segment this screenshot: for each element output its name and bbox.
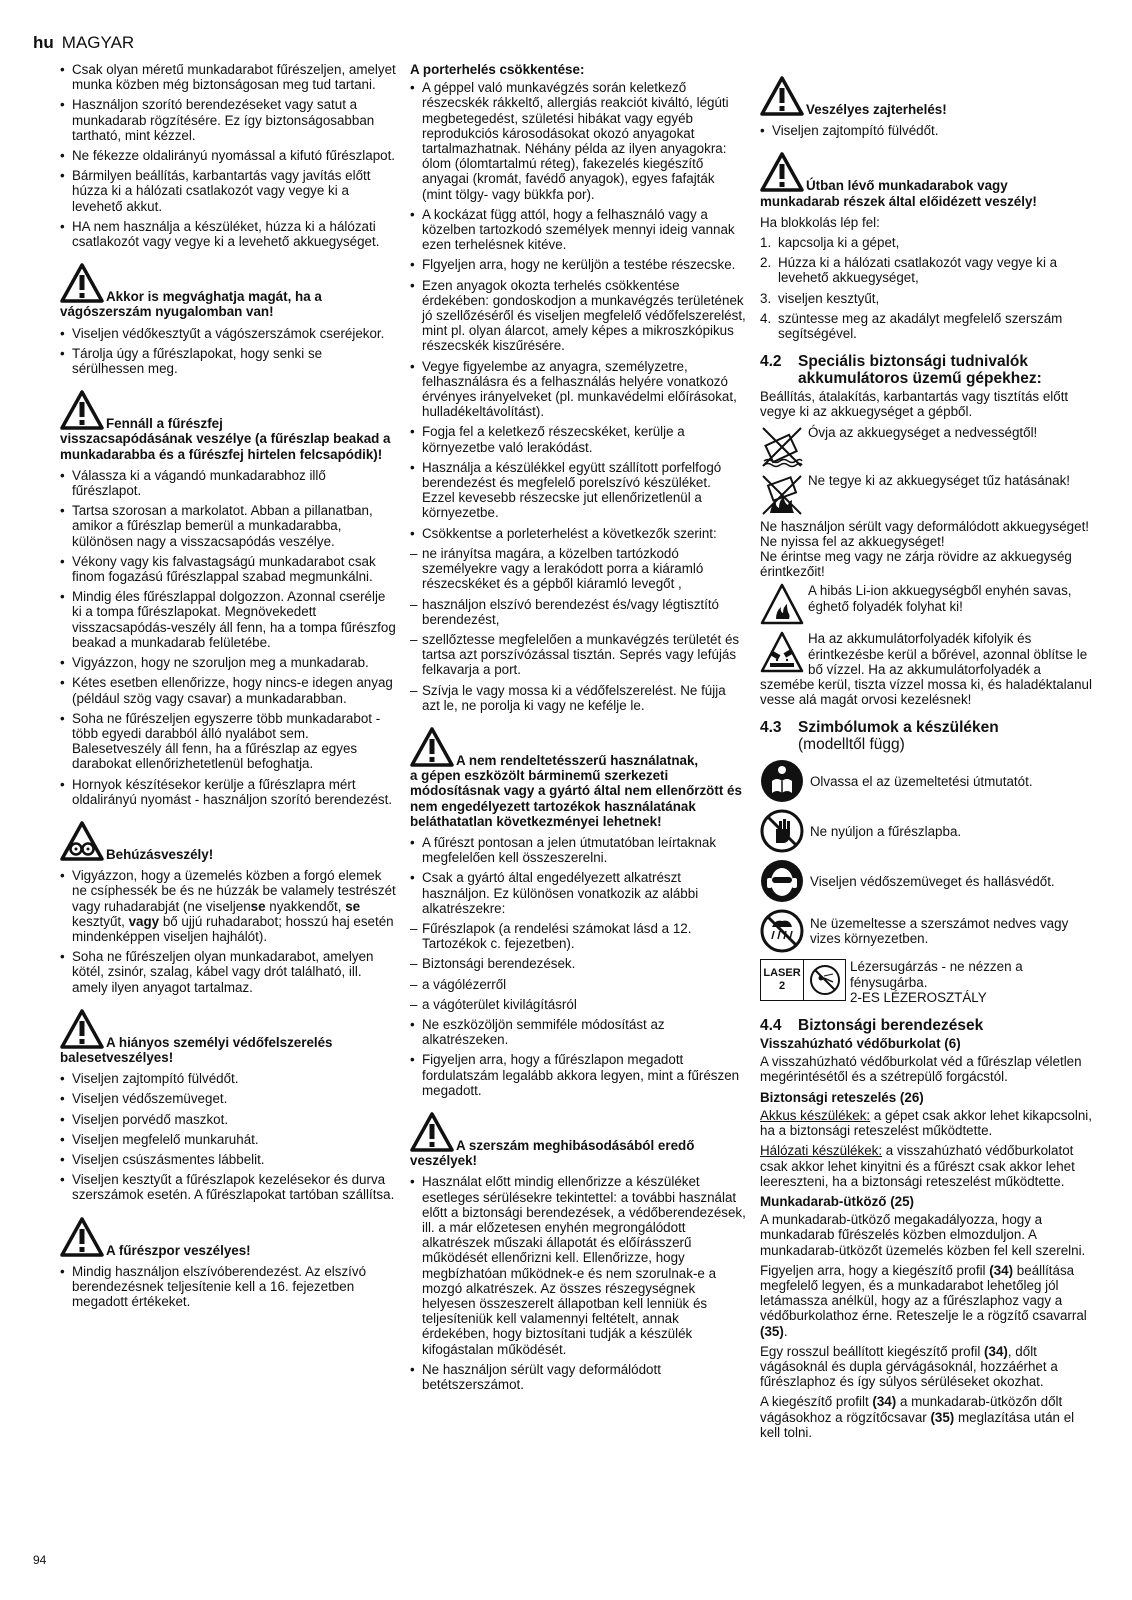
warning-title: A szerszám meghibásodásából eredő xyxy=(456,1137,695,1153)
section-heading-4-2 xyxy=(760,353,1096,387)
symbol-row xyxy=(760,859,1096,903)
list-item: • Soha ne fűrészeljen olyan munkadarabot, amelyen kötél, zsinór, szalag, kábel vagy drót található, ill. amely ilyen anyagot tartalmaz. xyxy=(60,949,396,995)
laser-class-label xyxy=(761,960,804,1000)
underlined-run: Hálózati készülékek: xyxy=(760,1143,883,1159)
paragraph: A visszahúzható védőburkolat véd a fűrészlap véletlen megérintésétől és a szétrepülő forgácstól. xyxy=(760,1054,1082,1085)
list-item: • Ne használjon sérült vagy deformálódott betétszerszámot. xyxy=(410,1362,746,1392)
page-header xyxy=(33,33,134,53)
section-heading: A porterhelés csökkentése: xyxy=(410,62,585,77)
eye-ear-protection-icon xyxy=(760,859,804,903)
column-1 xyxy=(60,62,396,1314)
step-number: 2. xyxy=(760,255,772,271)
section-title: Biztonsági berendezések xyxy=(798,1017,984,1035)
text-run: bő ujjú ruhadarabot; hosszú haj esetén mindenképpen viseljen hajhálót). xyxy=(72,913,394,944)
laser-label-box xyxy=(760,959,846,1001)
warning-title: Behúzásveszély! xyxy=(106,846,214,862)
list-item xyxy=(760,291,1096,306)
battery-warning xyxy=(760,425,1096,469)
list-item: • Bármilyen beállítás, karbantartás vagy javítás előtt húzza ki a hálózati csatlakozót vagy vegye ki a levehető akkut. xyxy=(60,168,396,214)
section-heading-4-3 xyxy=(760,719,1096,753)
list-item: – szellőztesse megfelelően a munkavégzés területét és tartsa azt porszívózással tisztán. Seprés vagy lefújás felkavarja a port. xyxy=(410,632,746,678)
text-run: A kiegészítő profilt xyxy=(760,1394,873,1410)
warning-title-cont: visszacsapódásának veszélye (a fűrészlap beakad a munkadarabba és a fűrészfej hirtelen felcsapódik)! xyxy=(60,431,391,462)
text-run: Egy rosszul beállított kiegészítő profil xyxy=(760,1343,985,1359)
list-item: – Fűrészlapok (a rendelési számokat lásd a 12. Tartozékok c. fejezetben). xyxy=(410,921,746,951)
laser-label-text: LASER xyxy=(763,967,801,980)
warning-title-cont: vágószerszám nyugalomban van! xyxy=(60,304,274,320)
list-item: • Használja a készülékkel együtt szállított porfelfogó berendezést és megfelelő porelszívó készüléket. Ezzel kevesebb részecske jut ellenőrizetlenül a környezetbe. xyxy=(410,460,746,521)
bullet-list xyxy=(60,326,396,377)
battery-notes xyxy=(760,519,1096,580)
list-item: • Ne eszközöljön semmiféle módosítást az alkatrészeken. xyxy=(410,1017,746,1047)
battery-note: Ne használjon sérült vagy deformálódott akkuegységet! xyxy=(760,518,1090,534)
section-title-cont: akkumulátoros üzemű gépekhez: xyxy=(798,370,1042,388)
symbol-row xyxy=(760,909,1096,953)
list-item: – a vágólézerről xyxy=(410,977,746,992)
dash-list xyxy=(410,546,746,713)
list-item xyxy=(760,311,1096,341)
bold-run: (35) xyxy=(930,1409,955,1425)
flammable-liquid-icon xyxy=(760,583,804,627)
symbol-text: Viseljen védőszemüveget és hallásvédőt. xyxy=(810,873,1055,889)
paragraph xyxy=(760,1108,1096,1138)
text-run: Vigyázzon, hogy a üzemelés közben a forgó elemek ne csíphessék be és ne húzzák be valamely testrészét vagy ruhadarabját (ne viseljen xyxy=(72,868,396,914)
warning-triangle-icon xyxy=(60,263,104,303)
list-item xyxy=(760,255,1096,285)
text-run: a munkadarab-ütközőn dőlt vágásokhoz a rögzítőcsavar xyxy=(760,1394,1063,1425)
list-item: • Flgyeljen arra, hogy ne kerüljön a testébe részecske. xyxy=(410,257,746,272)
list-item: • A kockázat függ attól, hogy a felhasználó vagy a közelben tartozkodó személyek mennyi ideig vannak ezen terhelésnek kitéve. xyxy=(410,207,746,253)
paragraph xyxy=(760,1394,1096,1440)
warning-title-cont: veszélyek! xyxy=(410,1153,478,1169)
list-item: • Kétes esetben ellenőrizze, hogy nincs-e idegen anyag (például szög vagy csavar) a munkadarabban. xyxy=(60,675,396,705)
battery-note: Ne érintse meg vagy ne zárja rövidre az akkuegység érintkezőit! xyxy=(760,549,1072,580)
warning-block xyxy=(760,76,1096,117)
bullet-list xyxy=(60,1071,396,1202)
list-item: • Fogja fel a keletkező részecskéket, kerülje a környezetbe való lerakódást. xyxy=(410,424,746,454)
warning-triangle-icon xyxy=(760,76,804,116)
warning-title: Veszélyes zajterhelés! xyxy=(806,102,947,117)
section-number: 4.3 xyxy=(760,719,782,737)
section-title: Speciális biztonsági tudnivalók xyxy=(798,353,1028,371)
list-item: – használjon elszívó berendezést és/vagy légtisztító berendezést, xyxy=(410,597,746,627)
symbol-row xyxy=(760,809,1096,853)
bold-run: (34) xyxy=(872,1394,897,1410)
symbol-text: Olvassa el az üzemeltetési útmutatót. xyxy=(810,773,1033,789)
list-item xyxy=(760,235,1096,250)
battery-warning xyxy=(760,473,1096,517)
section-title-cont: (modelltől függ) xyxy=(798,736,905,754)
list-item: • Ezen anyagok okozta terhelés csökkentése érdekében: gondoskodjon a munkavégzés területének jó szellőzéséről és viseljen megfelelő védőfelszerelést, mint pl. olyan álarcot, amely képes a mikroszkópikus részecskék kiszűrésére. xyxy=(410,278,746,354)
subheading: Biztonsági reteszelés (26) xyxy=(760,1089,924,1105)
battery-warning xyxy=(760,631,1096,707)
paragraph xyxy=(760,1263,1096,1339)
list-item: • Viseljen zajtompító fülvédőt. xyxy=(760,123,1096,138)
list-item: • Csak olyan méretű munkadarabot fűrészeljen, amelyet munka közben még biztonságosan meg tud tartani. xyxy=(60,62,396,92)
list-item: • Mindig éles fűrészlappal dolgozzon. Azonnal cserélje ki a tompa fűrészlapokat. Megnövekedett visszacsapódás-veszély áll fenn, ha a tompa fűrészfog beakad a munkadarab felületébe. xyxy=(60,589,396,650)
list-item: • Csak a gyártó által engedélyezett alkatrészt használjon. Ez különösen vonatkozik az alábbi alkatrészekre: xyxy=(410,870,746,916)
bold-run: (34) xyxy=(984,1343,1008,1359)
warning-triangle-icon xyxy=(410,1112,454,1152)
paragraph xyxy=(760,1143,1096,1189)
paragraph: A munkadarab-ütköző megakadályozza, hogy a munkadarab fűrészelés közben elmozduljon. A munkadarab-ütközőt üzemelés közben fel kell szerelni. xyxy=(760,1212,1086,1258)
text-run: meglazítása után el kell tolni. xyxy=(760,1409,1075,1440)
warning-block xyxy=(60,821,396,862)
entanglement-warning-icon xyxy=(60,821,104,861)
step-text: kapcsolja ki a gépet, xyxy=(778,235,900,251)
list-item: • Használat előtt mindig ellenőrizze a készüléket esetleges sérülésekre tekintettel: a további használat előtt a biztonsági berendezések, a védőberendezések, ill. a már előzetesen enyhén megrongálódott alkatrészek műszaki állapotát és előírásszerű működését ellenőrizni kell. Ellenőrizze, hogy megbízhatóan működnek-e és nem szorulnak-e a mozgó alkatrészek. Az összes részegységnek helyesen összeszerelt állapotban kell lenniük és teljesíteniük kell valamennyi feltételt, annak érdekében, hogy biztosítani tudják a készülék kifogástalan működését. xyxy=(410,1174,746,1356)
section-heading-4-4 xyxy=(760,1017,1096,1034)
no-hand-contact-icon xyxy=(760,809,804,853)
warning-title-cont: a gépen eszközölt bárminemű szerkezeti módosításnak vagy a gyártó által nem ellenőrzött és nem engedélyezett tartozékok használatának beláthatatlan következményei lehetnek! xyxy=(410,768,742,829)
warning-block xyxy=(410,1112,746,1168)
text-run: , dőlt vágásoknál és dupla gérvágásoknál, hozzáérhet a fűrészlaphoz és így súlyos sérüléseket okozhat. xyxy=(760,1343,1058,1390)
list-item: • Viseljen csúszásmentes lábbelit. xyxy=(60,1152,396,1167)
battery-text: Óvja az akkuegységet a nedvességtől! xyxy=(808,424,1038,440)
step-number: 3. xyxy=(760,290,772,306)
text-run: . xyxy=(783,1323,788,1339)
list-item: – Szívja le vagy mossa ki a védőfelszerelést. Ne fújja azt le, ne porolja ki vagy ne kefélje le. xyxy=(410,683,746,713)
dash-list xyxy=(410,921,746,1012)
step-text: Húzza ki a hálózati csatlakozót vagy vegye ki a levehető akkuegységet, xyxy=(778,255,1058,286)
bullet-list xyxy=(60,62,396,249)
battery-fire-icon xyxy=(760,473,804,517)
bold-run: se xyxy=(345,898,361,914)
list-item: – a vágóterület kivilágításról xyxy=(410,997,746,1012)
warning-triangle-icon xyxy=(760,152,804,192)
bullet-list xyxy=(60,868,396,995)
corrosive-icon xyxy=(760,631,804,675)
bullet-list xyxy=(410,1174,746,1392)
bold-run: (34) xyxy=(989,1262,1014,1278)
page-number: 94 xyxy=(33,1553,47,1567)
laser-class-number: 2 xyxy=(778,980,786,993)
warning-block xyxy=(60,1217,396,1258)
laser-text-block xyxy=(850,959,1096,1005)
list-item: • Hornyok készítésekor kerülje a fűrészlapra mért oldalirányú nyomást - használjon szorító berendezést. xyxy=(60,777,396,807)
battery-moisture-icon xyxy=(760,425,804,469)
text-run: a visszahúzható védőburkolatot csak akkor lehet kinyitni és a fűrészt csak akkor lehet leereszteni, ha a biztonsági reteszelést működtette. xyxy=(760,1143,1075,1189)
section-title: Szimbólumok a készüléken xyxy=(798,719,999,737)
warning-title: A fűrészpor veszélyes! xyxy=(106,1242,251,1258)
numbered-list xyxy=(760,235,1096,341)
warning-block xyxy=(60,390,396,462)
list-item: • Soha ne fűrészeljen egyszerre több munkadarabot - több egyedi darabból álló nyalábot sem. Balesetveszély áll fenn, ha a fűrészlap az egyes darabokat ellenőrizhetetlenül befoghatja. xyxy=(60,711,396,772)
list-item: • Viseljen védőkesztyűt a vágószerszámok cseréjekor. xyxy=(60,326,396,341)
list-item: – ne irányítsa magára, a közelben tartózkodó személyekre vagy a lerakódott porra a kiáramló részecskéket és a gépből kiáramló levegőt , xyxy=(410,546,746,592)
list-item: • Viseljen védőszemüveget. xyxy=(60,1091,396,1106)
list-item: • Tárolja úgy a fűrészlapokat, hogy senki se sérülhessen meg. xyxy=(60,346,396,376)
list-item: • Viseljen kesztyűt a fűrészlapok kezelésekor és durva szerszámok esetén. A fűrészlapokat tartóban szállítsa. xyxy=(60,1172,396,1202)
read-manual-icon xyxy=(760,759,804,803)
warning-block xyxy=(760,152,1096,208)
laser-class-text: 2-ES LÉZEROSZTÁLY xyxy=(850,989,987,1005)
bold-run: vagy xyxy=(128,913,160,929)
battery-text: A hibás Li-ion akkuegységből enyhén savas, éghető folyadék folyhat ki! xyxy=(808,583,1072,614)
bullet-list xyxy=(410,835,746,916)
warning-block xyxy=(60,263,396,319)
list-item: • Tartsa szorosan a markolatot. Abban a pillanatban, amikor a fűrészlap bemerül a munkadarabba, különösen nagy a visszacsapódás veszélye. xyxy=(60,503,396,549)
list-item: – Biztonsági berendezések. xyxy=(410,956,746,971)
warning-title: Akkor is megvághatja magát, ha a xyxy=(106,289,322,305)
no-stare-laser-icon xyxy=(804,960,845,1000)
list-item: • Vékony vagy kis falvastagságú munkadarabot csak finom fogazású fűrészlappal szabad megmunkálni. xyxy=(60,554,396,584)
bold-run: se xyxy=(250,898,266,914)
section-number: 4.4 xyxy=(760,1017,782,1035)
paragraph xyxy=(760,1344,1096,1390)
step-number: 1. xyxy=(760,235,772,251)
list-item: • Vigyázzon, hogy ne szoruljon meg a munkadarab. xyxy=(60,655,396,670)
warning-title: A nem rendeltetésszerű használatnak, xyxy=(456,752,699,768)
language-code: hu xyxy=(33,33,54,52)
battery-note: Ne nyissa fel az akkuegységet! xyxy=(760,533,945,549)
bullet-list xyxy=(60,1264,396,1310)
text-run: kesztyűt, xyxy=(72,913,129,929)
symbol-row xyxy=(760,759,1096,803)
list-item: • Viseljen porvédő maszkot. xyxy=(60,1112,396,1127)
underlined-run: Akkus készülékek: xyxy=(760,1107,871,1123)
step-text: viseljen kesztyűt, xyxy=(778,290,880,306)
battery-text: Ne tegye ki az akkuegységet tűz hatásának! xyxy=(808,472,1071,488)
column-2 xyxy=(410,62,746,1397)
list-item: • HA nem használja a készüléket, húzza ki a hálózati csatlakozót vagy vegye ki a levehető akkuegységet. xyxy=(60,219,396,249)
warning-title: A hiányos személyi védőfelszerelés xyxy=(106,1034,333,1050)
language-name: MAGYAR xyxy=(61,33,135,52)
paragraph: Beállítás, átalakítás, karbantartás vagy tisztítás előtt vegye ki az akkuegységet a gépből. xyxy=(760,389,1069,420)
symbol-text: Ne nyúljon a fűrészlapba. xyxy=(810,823,962,839)
list-item: • Vegye figyelembe az anyagra, személyzetre, felhasználásra és a felhasználás helyére vonatkozó érvényes irányelveket (pl. munkavédelmi előírásokat, hulladékeltávolítást). xyxy=(410,359,746,420)
warning-block xyxy=(410,727,746,829)
list-item: • Ne fékezze oldalirányú nyomással a kifutó fűrészlapot. xyxy=(60,148,396,163)
list-item xyxy=(60,868,396,944)
warning-triangle-icon xyxy=(410,727,454,767)
list-item: • Használjon szorító berendezéseket vagy satut a munkadarab rögzítésére. Ez így biztonságosabban tartható, mint kézzel. xyxy=(60,97,396,143)
bold-run: (35) xyxy=(760,1323,784,1339)
list-item: • Viseljen megfelelő munkaruhát. xyxy=(60,1132,396,1147)
bullet-list xyxy=(60,468,396,807)
bullet-list xyxy=(410,80,746,541)
list-item: • Viseljen zajtompító fülvédőt. xyxy=(60,1071,396,1086)
subheading: Visszahúzható védőburkolat (6) xyxy=(760,1036,961,1052)
text-run: beállítása megfelelő legyen, és a munkadarabot lehetőleg jól letámassza anélkül, hogy az a fűrészlaphoz vagy a védőburkolathoz érne. Reteszelje le a rögzítő csavarral xyxy=(760,1262,1087,1324)
list-item: • Mindig használjon elszívóberendezést. Az elszívó berendezésnek teljesítenie kell a 16. fejezetben megadott értékeket. xyxy=(60,1264,396,1310)
symbol-text: Ne üzemeltesse a szerszámot nedves vagy vizes környezetben. xyxy=(810,916,1069,947)
text-run: a gépet csak akkor lehet kikapcsolni, ha a biztonsági reteszelést működtette. xyxy=(760,1107,1092,1139)
list-item: • A géppel való munkavégzés során keletkező részecskék rákkeltő, allergiás reakciót kiváltó, légúti megbetegedést, születési hibákat vagy egyéb reprodukciós károsodásokat okozó anyagokat tartalmazhatnak. Néhány példa az ilyen anyagokra: ólom (ólomtartalmú réteg), fakezelés kiegészítő anyagai (kromát, favédő anyagok), egyes fafajták (mint tölgy- vagy bükkfa por). xyxy=(410,80,746,202)
laser-text: Lézersugárzás - ne nézzen a fénysugárba. xyxy=(850,959,1023,990)
list-item: • A fűrészt pontosan a jelen útmutatóban leírtaknak megfelelően kell összeszerelni. xyxy=(410,835,746,865)
bullet-list xyxy=(410,1017,746,1098)
warning-triangle-icon xyxy=(60,1009,104,1049)
section-number: 4.2 xyxy=(760,353,782,371)
text-run: nyakkendőt, xyxy=(265,898,346,914)
bullet-list xyxy=(760,123,1096,138)
step-text: szüntesse meg az akadályt megfelelő szerszám segítségével. xyxy=(778,310,1063,342)
no-wet-environment-icon xyxy=(760,909,804,953)
warning-triangle-icon xyxy=(60,390,104,430)
list-item: • Figyeljen arra, hogy a fűrészlapon megadott fordulatszám legalább akkora legyen, mint a fűrészen megadott. xyxy=(410,1052,746,1098)
warning-block xyxy=(60,1009,396,1065)
column-3 xyxy=(760,62,1096,1445)
warning-title: Útban lévő munkadarabok vagy xyxy=(806,178,1008,194)
warning-title-cont: munkadarab részek által előidézett veszély! xyxy=(760,193,1037,209)
list-item: • Válassza ki a vágandó munkadarabhoz illő fűrészlapot. xyxy=(60,468,396,498)
subheading: Munkadarab-ütköző (25) xyxy=(760,1193,915,1209)
battery-warning xyxy=(760,583,1096,627)
list-item: • Csökkentse a porleterhelést a következők szerint: xyxy=(410,526,746,541)
text-run: Figyeljen arra, hogy a kiegészítő profil xyxy=(760,1262,990,1278)
paragraph: Ha blokkolás lép fel: xyxy=(760,214,880,230)
step-number: 4. xyxy=(760,310,772,326)
warning-title: Fennáll a fűrészfej xyxy=(106,416,223,432)
warning-title-cont: balesetveszélyes! xyxy=(60,1049,174,1065)
laser-warning xyxy=(760,959,1096,1005)
battery-text: Ha az akkumulátorfolyadék kifolyik és érintkezésbe kerül a bőrével, azonnal öblítse le bő vízzel. Ha az akkumulátorfolyadék a szemébe kerül, tiszta vízzel mossa ki, és haladéktalanul vesse alá magát orvosi kezelésnek! xyxy=(760,631,1092,708)
warning-triangle-icon xyxy=(60,1217,104,1257)
